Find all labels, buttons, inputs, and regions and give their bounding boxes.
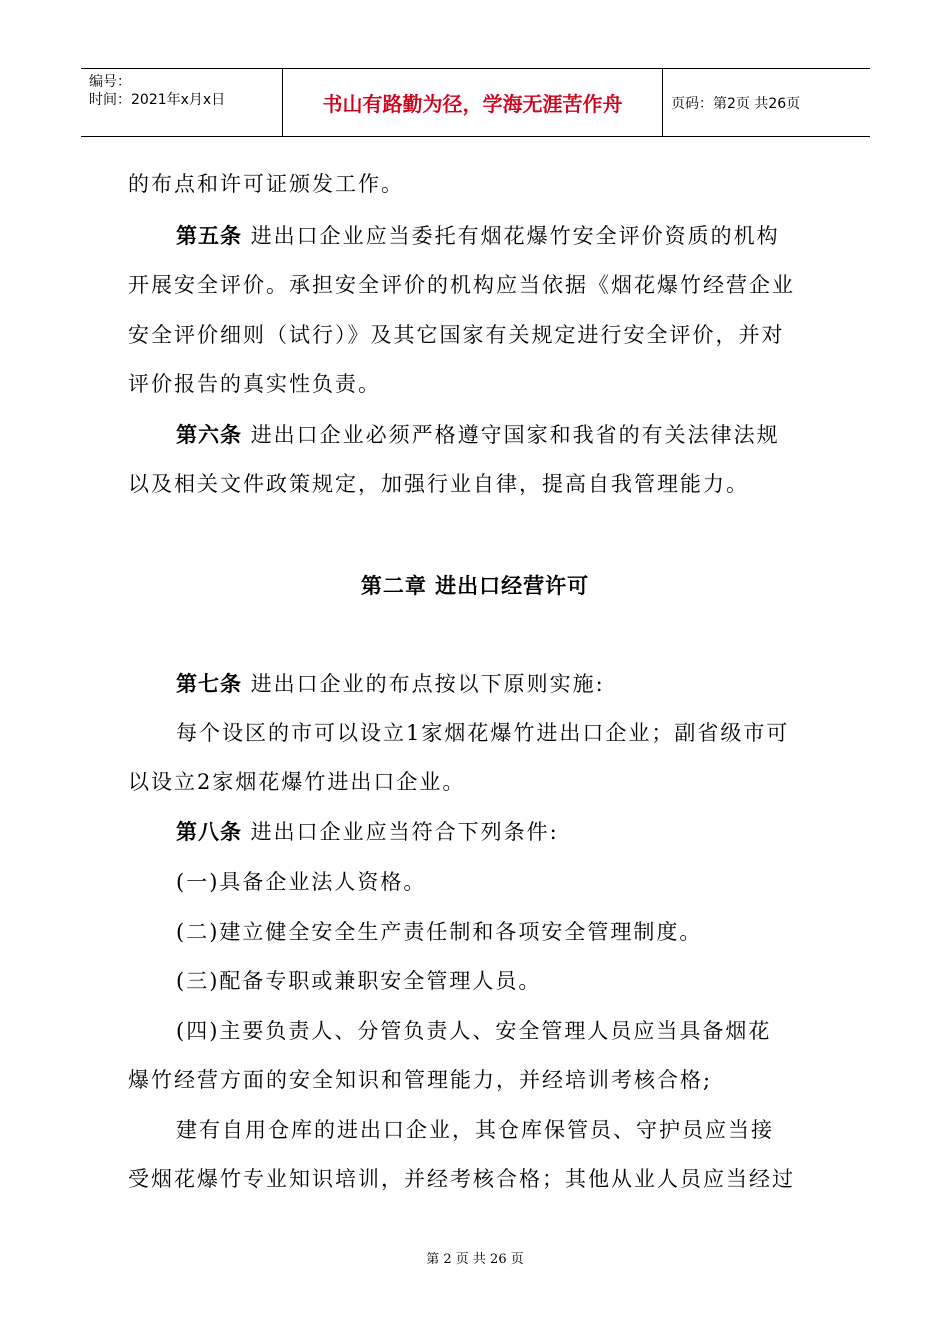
text-line: 评价报告的真实性负责。 [128, 372, 381, 396]
time-label: 时间：2021年x月x日 [89, 92, 226, 108]
text-line: 受烟花爆竹专业知识培训，并经考核合格；其他从业人员应当经过 [128, 1167, 795, 1191]
article-heading: 第七条 [176, 672, 242, 696]
article-heading: 第六条 [176, 423, 242, 447]
header-meta-cell [81, 69, 283, 136]
list-item: (三)配备专职或兼职安全管理人员。 [176, 969, 542, 993]
article-6-line: 第六条 进出口企业必须严格遵守国家和我省的有关法律法规 [176, 423, 780, 447]
text-line: 开展安全评价。承担安全评价的机构应当依据《烟花爆竹经营企业 [128, 273, 795, 297]
chapter-title: 第二章 进出口经营许可 [360, 574, 590, 598]
article-heading: 第八条 [176, 820, 242, 844]
number-label: 编号： [89, 74, 131, 90]
text-line: 建有自用仓库的进出口企业，其仓库保管员、守护员应当接 [176, 1118, 774, 1142]
list-item: (四)主要负责人、分管负责人、安全管理人员应当具备烟花 [176, 1019, 772, 1043]
page-header [81, 68, 870, 137]
article-8-line: 第八条 进出口企业应当符合下列条件: [176, 820, 559, 844]
list-item: (一)具备企业法人资格。 [176, 870, 427, 894]
article-heading: 第五条 [176, 224, 242, 248]
text-line: 安全评价细则（试行）》及其它国家有关规定进行安全评价，并对 [128, 323, 785, 347]
page-footer: 第 2 页 共 26 页 [426, 1252, 524, 1267]
article-5-line: 第五条 进出口企业应当委托有烟花爆竹安全评价资质的机构 [176, 224, 780, 248]
text-line: 的布点和许可证颁发工作。 [128, 172, 404, 196]
article-7-line: 第七条 进出口企业的布点按以下原则实施: [176, 672, 605, 696]
header-page-info: 页码：第2页 共26页 [671, 95, 801, 112]
text-line: 以及相关文件政策规定，加强行业自律，提高自我管理能力。 [128, 472, 749, 496]
text-line: 爆竹经营方面的安全知识和管理能力，并经培训考核合格; [128, 1068, 713, 1092]
text-line: 以设立2家烟花爆竹进出口企业。 [128, 770, 466, 794]
header-slogan: 书山有路勤为径，学海无涯苦作舟 [283, 69, 663, 136]
text-line: 每个设区的市可以设立1家烟花爆竹进出口企业；副省级市可 [176, 721, 790, 745]
list-item: (二)建立健全安全生产责任制和各项安全管理制度。 [176, 920, 703, 944]
